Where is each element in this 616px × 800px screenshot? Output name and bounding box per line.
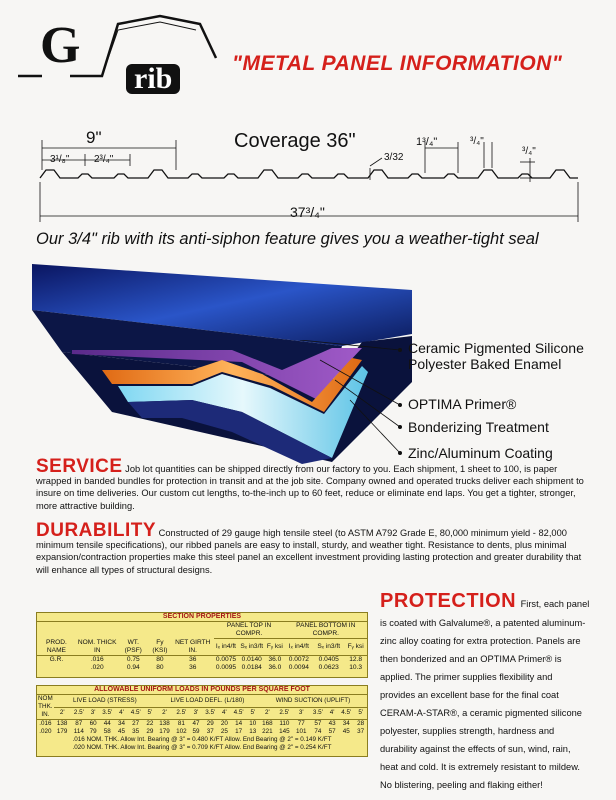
cell: 0.0095 — [215, 663, 237, 671]
cell: 20 — [220, 720, 228, 727]
span-header: 2.5' — [73, 709, 84, 717]
cell: 45 — [117, 728, 125, 735]
col-header: Fᵧ ksi — [347, 642, 364, 650]
bullet-dot — [398, 451, 402, 455]
nom-thk-header: NOM THK. IN. — [38, 695, 53, 718]
cell: 60 — [89, 720, 97, 727]
cell: 14 — [235, 720, 243, 727]
cell: 37 — [357, 728, 365, 735]
col-header: Fᵧ ksi — [266, 642, 283, 650]
cell: 36 — [189, 663, 197, 671]
cell: 0.94 — [126, 663, 140, 671]
cell — [37, 664, 76, 672]
panel-profile-drawing — [30, 118, 600, 238]
cell: 35 — [132, 728, 140, 735]
col-header: Fy (KSI) — [152, 638, 168, 654]
cell: 110 — [279, 720, 290, 727]
span-header: 3' — [90, 709, 96, 717]
dim-1-3-4: 1³/₄" — [416, 136, 438, 148]
group-live-stress: LIVE LOAD (STRESS) — [54, 695, 156, 708]
protection-text: First, each panel is coated with Galvalume®, a patented aluminum-zinc alloy coating for extra protection. Panels are then bonderized and an OPTIMA Primer® is applied. The primer supplies flexibility and provides an excellent base for the final coat CERAM-A-STAR®, a ceramic pigmented silicone polyester, supplies strength, hardness and durability against the effects of sun, wind, rain, heat and cold. It is extremely resistant to mildew. No blistering, peeling and flaking either! — [380, 599, 590, 790]
section-properties-table — [36, 612, 368, 678]
cell: 74 — [314, 728, 322, 735]
cell: 57 — [328, 728, 336, 735]
layer-label-bonderizing: Bonderizing Treatment — [408, 419, 549, 435]
cell: 34 — [117, 720, 125, 727]
cell: 27 — [132, 720, 140, 727]
dim-37-3-4: 37³/₄" — [290, 204, 325, 220]
cell: 45 — [342, 728, 350, 735]
cell: 36 — [189, 655, 197, 663]
logo-word: rib — [126, 64, 180, 94]
cell: 29 — [206, 720, 214, 727]
span-header: 2' — [59, 709, 65, 717]
cell: 37 — [206, 728, 214, 735]
protection-section — [380, 590, 590, 793]
cell: 0.0094 — [288, 663, 309, 671]
grib-logo — [10, 6, 220, 94]
table-row — [37, 728, 367, 736]
cell: .020 — [39, 728, 52, 735]
span-header: 5' — [147, 709, 153, 717]
coverage-label: Coverage 36" — [234, 130, 356, 152]
span-header-row — [37, 707, 367, 720]
cell: 0.0184 — [241, 663, 262, 671]
group-wind: WIND SUCTION (UPLIFT) — [259, 695, 367, 708]
section-properties-title: SECTION PROPERTIES — [37, 613, 367, 622]
cell: 12.8 — [349, 655, 363, 663]
cell: 47 — [192, 720, 200, 727]
span-header: 4.5' — [130, 709, 141, 717]
col-header: NET GIRTH IN. — [175, 638, 211, 654]
cell: 43 — [328, 720, 336, 727]
layer-label-zinc: Zinc/Aluminum Coating — [408, 445, 553, 461]
col-header: Iₓ in4/ft — [215, 642, 237, 650]
span-header: 3.5' — [102, 709, 113, 717]
cell: 77 — [297, 720, 305, 727]
cell: 79 — [89, 728, 97, 735]
cell: 25 — [220, 728, 228, 735]
cell: 145 — [279, 728, 290, 735]
col-header: PROD. NAME — [45, 638, 67, 654]
cell: 10.3 — [349, 663, 363, 671]
cell: 80 — [156, 655, 164, 663]
col-header: Sₓ in3/ft — [240, 642, 264, 650]
cell: 0.0075 — [215, 655, 237, 663]
protection-heading: PROTECTION — [380, 590, 517, 612]
cell: 0.0623 — [318, 663, 339, 671]
bullet-dot — [398, 403, 402, 407]
col-header: Sₓ in3/ft — [317, 642, 341, 650]
span-header: 4.5' — [341, 709, 352, 717]
durability-section — [36, 520, 584, 576]
cell: 17 — [235, 728, 243, 735]
cell: 29 — [146, 728, 154, 735]
cell: .016 — [39, 720, 52, 727]
cell: 80 — [156, 663, 164, 671]
dim-3-32: 3/32 — [384, 152, 404, 163]
dim-3-4-height: ³/₄" — [522, 146, 536, 157]
cell: 0.0140 — [241, 655, 262, 663]
cell: 58 — [103, 728, 111, 735]
cell: 13 — [249, 728, 257, 735]
cell: 10 — [249, 720, 257, 727]
cell: G.R. — [49, 655, 64, 663]
col-header: NOM. THICK IN — [77, 638, 117, 654]
cell: 102 — [176, 728, 187, 735]
cell: 114 — [73, 728, 84, 735]
span-header: 2' — [162, 709, 167, 717]
cell: 22 — [146, 720, 154, 727]
allowable-loads-table — [36, 685, 368, 757]
col-header: Iₓ in4/ft — [288, 642, 309, 650]
cell: .016 — [90, 655, 104, 663]
layer-leaders — [300, 340, 420, 464]
layer-label-enamel: Ceramic Pigmented Silicone Polyester Baked Enamel — [408, 340, 584, 372]
span-header: 3' — [298, 709, 304, 717]
bearing-note-020: .020 NOM. THK. Allow Int. Bearing @ 3" = 0.709 K/FT Allow. End Bearing @ 2" = 0.254 K/FT — [72, 744, 332, 751]
span-header: 2.5' — [176, 709, 187, 717]
span-header: 4' — [119, 709, 124, 717]
cell: 0.0405 — [318, 655, 339, 663]
col-header: WT. (PSF) — [124, 638, 142, 654]
durability-text: Constructed of 29 gauge high tensile steel (to ASTM A792 Grade E, 80,000 minimum yield - 82,000 minimum tensile specifications), our ribbed panels are easy to install, sturdy, and weather tight. Resistance to dents, plus minimal expansion/contraction properties make this steel panel an excellent investment providing lasting protection and greater durability that will enhance all types of structural designs. — [36, 528, 582, 575]
bullet-dot — [398, 425, 402, 429]
service-section — [36, 456, 586, 512]
span-header: 5' — [250, 709, 256, 717]
dim-3-4-rib: ³/₄" — [470, 136, 484, 147]
service-heading: SERVICE — [36, 456, 123, 477]
bearing-note-016: .016 NOM. THK. Allow Int. Bearing @ 3" = 0.480 K/FT Allow. End Bearing @ 2" = 0.149 K/FT — [72, 736, 332, 743]
cell: 138 — [56, 720, 68, 727]
span-header: 4' — [222, 709, 227, 717]
cell: 81 — [177, 720, 185, 727]
cell: 0.75 — [126, 655, 140, 663]
panel-bottom-group: PANEL BOTTOM IN COMPR. — [285, 622, 367, 639]
logo-letter: G — [40, 17, 81, 74]
table-row — [37, 720, 367, 729]
cell: 59 — [192, 728, 200, 735]
dim-9: 9" — [86, 128, 102, 147]
span-header: 2.5' — [279, 709, 290, 717]
span-header: 4' — [329, 709, 335, 717]
panel-top-group: PANEL TOP IN COMPR. — [214, 622, 285, 639]
span-header: 2' — [265, 709, 270, 717]
cell: 87 — [75, 720, 83, 727]
cell: 57 — [314, 720, 322, 727]
cell: 138 — [159, 720, 170, 727]
loads-title: ALLOWABLE UNIFORM LOADS IN POUNDS PER SQUARE FOOT — [37, 686, 367, 695]
span-header: 3' — [193, 709, 199, 717]
cell: .020 — [90, 663, 104, 671]
span-header: 3.5' — [312, 709, 323, 717]
service-text: Job lot quantities can be shipped directly from our factory to you. Each shipment, 1 sheet to 100, is paper wrapped in banded bundles for protection in transit and at the job site. Company owned and operated trucks deliver each shipment to insure on time deliveries. Our custom cut lengths, to-the-inch up to 60 feet, reduce or eliminate end laps. You get a tighter, stronger, more attractive building. — [36, 464, 584, 511]
group-live-defl: LIVE LOAD DEFL. (L/180) — [156, 695, 259, 708]
span-header: 3.5' — [205, 709, 216, 717]
dim-2-3-4: 2³/₄" — [94, 154, 114, 165]
cell: 179 — [56, 728, 68, 735]
cell: 221 — [262, 728, 273, 735]
span-header: 4.5' — [233, 709, 244, 717]
cell: 28 — [357, 720, 365, 727]
cell: 44 — [103, 720, 111, 727]
durability-heading: DURABILITY — [36, 520, 157, 541]
table-row — [37, 655, 367, 664]
span-header: 5' — [358, 709, 364, 717]
cell: 179 — [159, 728, 170, 735]
bullet-dot — [398, 348, 402, 352]
dim-3-1-8: 3¹/₈" — [50, 154, 70, 165]
cell: 101 — [296, 728, 307, 735]
cell: 0.0072 — [288, 655, 309, 663]
layer-label-primer: OPTIMA Primer® — [408, 396, 517, 412]
page-title: "METAL PANEL INFORMATION" — [232, 52, 563, 75]
table-row — [37, 664, 367, 672]
cell: 36.0 — [268, 663, 282, 671]
cell: 168 — [262, 720, 273, 727]
cell: 36.0 — [268, 655, 282, 663]
cell: 34 — [342, 720, 350, 727]
tagline: Our 3/4" rib with its anti-siphon feature gives you a weather-tight seal — [36, 230, 539, 248]
